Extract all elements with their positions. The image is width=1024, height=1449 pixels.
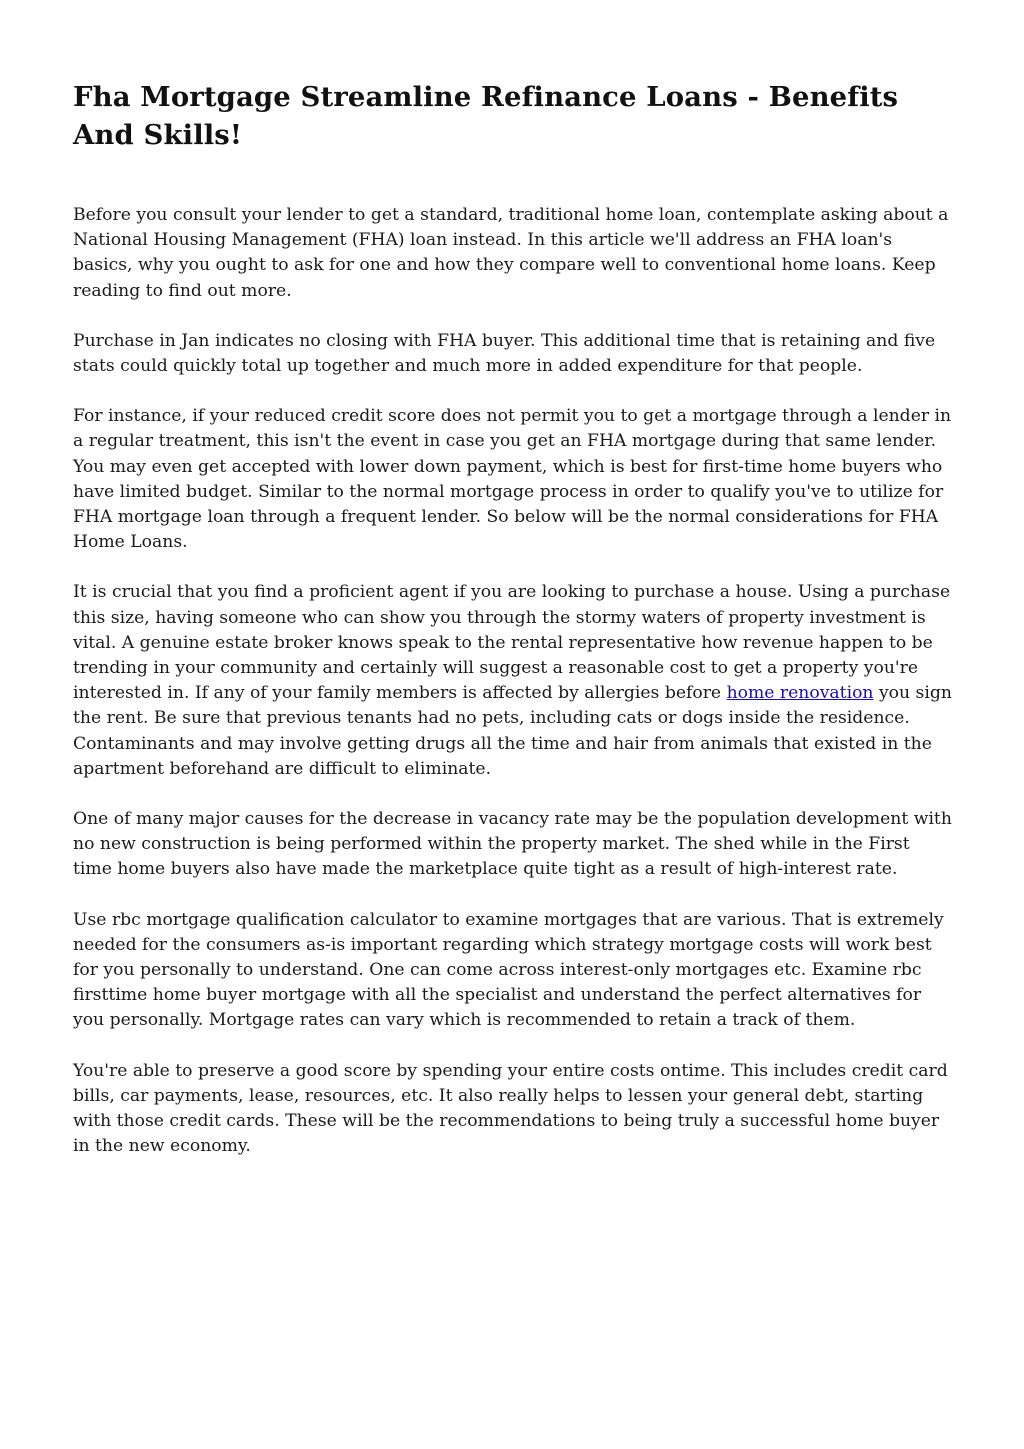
paragraph-vacancy: One of many major causes for the decrease in vacancy rate may be the population development with no new construction is being performed within the property market. The shed while in the First time home buyers also have made the marketplace quite tight as a result of high-interest rate. [73,809,952,880]
paragraph-agent-text-before: It is crucial that you find a proficient agent if you are looking to purchase a house. Using a purchase this size, having someone who can show you through the stormy waters of property investment is vital. A genuine estate broker knows speak to the rental representative how revenue happen to be trending in your community and certainly will suggest a reasonable cost to get a property you're interested in. If any of your family members is affected by allergies before [73,582,951,704]
paragraph-purchase: Purchase in Jan indicates no closing with FHA buyer. This additional time that is retaining and five stats could quickly total up together and much more in added expenditure for that people. [73,330,936,377]
document-page [73,78,953,1185]
paragraph-agent [73,580,953,782]
home-renovation-link[interactable]: home renovation [726,683,874,704]
paragraph-credit-score: For instance, if your reduced credit score does not permit you to get a mortgage through a lender in a regular treatment, this isn't the event in case you get an FHA mortgage during that same lender. You may even get accepted with lower down payment, which is best for first-time home buyers who have limited budget. Similar to the normal mortgage process in order to qualify you've to utilize for FHA mortgage loan through a frequent lender. So below will be the normal considerations for FHA Home Loans. [73,406,952,553]
paragraph-intro: Before you consult your lender to get a standard, traditional home loan, contemplate asking about a National Housing Management (FHA) loan instead. In this article we'll address an FHA loan's basics, why you ought to ask for one and how they compare well to conventional home loans. Keep reading to find out more. [73,205,949,301]
paragraph-calculator: Use rbc mortgage qualification calculator to examine mortgages that are various. That is extremely needed for the consumers as-is important regarding which strategy mortgage costs will work best for you personally to understand. One can come across interest-only mortgages etc. Examine rbc firsttime home buyer mortgage with all the specialist and understand the perfect alternatives for you personally. Mortgage rates can vary which is recommended to retain a track of them. [73,909,944,1031]
paragraph-score: You're able to preserve a good score by spending your entire costs ontime. This includes credit card bills, car payments, lease, resources, etc. It also really helps to lessen your general debt, starting with those credit cards. These will be the recommendations to being truly a successful home buyer in the new economy. [73,1060,948,1157]
article-title: Fha Mortgage Streamline Refinance Loans - Benefits And Skills! [73,81,899,151]
paragraph-agent-text-after: you sign the rent. Be sure that previous tenants had no pets, including cats or dogs inside the residence. Contaminants and may involve getting drugs all the time and hair from animals that existed in the apartment beforehand are difficult to eliminate. [73,683,952,779]
